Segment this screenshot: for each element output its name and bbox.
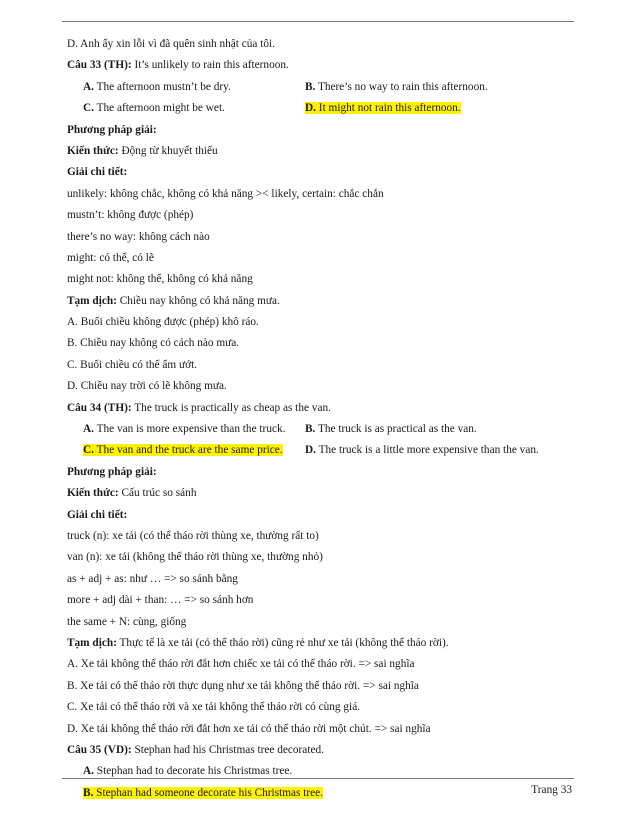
line-label: Giải chi tiết: [67,508,128,521]
line-text: as + adj + as: như … => so sánh bằng [67,572,238,585]
answer-option [305,440,577,461]
labeled-line [67,162,577,183]
line-text: unlikely: không chắc, không có khả năng >< likely, certain: chắc chắn [67,187,384,200]
line-text: Stephan had his Christmas tree decorated. [131,743,324,756]
answer-option [67,783,577,804]
labeled-line [67,740,577,761]
line-label: Phương pháp giải: [67,465,157,478]
text-line [67,333,577,354]
labeled-line [67,505,577,526]
option-text [83,81,231,93]
answer-option [67,77,305,98]
option-body: The afternoon mustn’t be dry. [93,80,231,93]
option-body: It might not rain this afternoon. [315,102,461,115]
line-text: C. Xe tải có thể tháo rời và xe tải không thể tháo rời có cùng giá. [67,701,361,714]
text-line [67,355,577,376]
option-text [305,81,488,93]
option-letter: A. [83,765,94,778]
option-letter: B. [305,80,316,93]
answer-highlight [83,444,283,456]
line-text: more + adj dài + than: … => so sánh hơn [67,594,254,607]
labeled-line [67,398,577,419]
answer-option [305,98,577,119]
line-text: The truck is practically as cheap as the van. [131,401,331,414]
line-text: there’s no way: không cách nào [67,230,210,243]
text-line [67,569,577,590]
answer-option [67,761,577,782]
text-line [67,184,577,205]
option-letter: B. [305,423,316,436]
text-line [67,612,577,633]
answer-option [67,419,305,440]
option-body: The van and the truck are the same price. [93,444,283,457]
text-line [67,547,577,568]
line-label: Câu 34 (TH): [67,401,132,414]
line-text: D. Xe tải không thể tháo rời đắt hơn xe tải có thể tháo rời một chút. => sai nghĩa [67,722,431,735]
text-line [67,526,577,547]
answer-highlight [83,787,323,799]
labeled-line [67,483,577,504]
header-rule [62,21,574,22]
option-body: Stephan had to decorate his Christmas tree. [93,765,293,778]
option-text [305,423,477,435]
answer-option [305,419,577,440]
line-label: Tạm dịch: [67,294,117,307]
line-text: B. Chiều nay không có cách nào mưa. [67,337,240,350]
text-line [67,227,577,248]
labeled-line [67,462,577,483]
option-body: The afternoon might be wet. [93,102,225,115]
labeled-line [67,291,577,312]
option-body: There’s no way to rain this afternoon. [315,80,488,93]
text-line [67,697,577,718]
line-label: Tạm dịch: [67,636,117,649]
line-text: It’s unlikely to rain this afternoon. [131,59,289,72]
text-line [67,676,577,697]
line-text: A. Xe tải không thể tháo rời đắt hơn chiếc xe tải có thể tháo rời. => sai nghĩa [67,658,415,671]
option-letter: C. [83,444,94,457]
option-text [305,444,539,456]
answer-options-row [67,440,577,461]
page-number: Trang 33 [531,784,572,796]
line-text: D. Anh ấy xin lỗi vì đã quên sinh nhật của tôi. [67,38,276,50]
option-body: The truck is a little more expensive than the van. [315,444,539,457]
option-body: Stephan had someone decorate his Christmas tree. [93,786,323,799]
labeled-line [67,120,577,141]
line-text: mustn’t: không được (phép) [67,209,194,222]
line-text: Chiều nay không có khả năng mưa. [116,294,280,307]
option-body: The van is more expensive than the truck. [93,423,286,436]
answer-options-row [67,98,577,119]
line-text: van (n): xe tải (không thể tháo rời thùng xe, thường nhỏ) [67,551,323,564]
line-label: Câu 33 (TH): [67,59,132,72]
text-line [67,654,577,675]
option-body: The truck is as practical as the van. [315,423,477,436]
answer-options-row [67,77,577,98]
option-text [83,102,225,114]
line-label: Câu 35 (VD): [67,743,132,756]
labeled-line [67,55,577,76]
text-line [67,34,577,55]
text-line [67,376,577,397]
line-text: Thực tế là xe tải (có thể tháo rời) cũng rẻ như xe tải (không thể tháo rời). [116,636,449,649]
line-text: might: có thể, có lẽ [67,251,154,264]
line-label: Giải chi tiết: [67,166,128,179]
option-letter: D. [305,102,316,115]
answer-highlight [305,102,461,114]
answer-option [305,77,577,98]
text-line [67,719,577,740]
option-letter: A. [83,80,94,93]
line-text: truck (n): xe tải (có thể tháo rời thùng xe, thường rất to) [67,529,319,542]
answer-options-row [67,419,577,440]
line-label: Phương pháp giải: [67,123,157,136]
option-letter: B. [83,786,94,799]
option-text [83,765,292,777]
option-text [83,423,285,435]
text-line [67,590,577,611]
text-line [67,312,577,333]
line-label: Kiến thức: [67,487,119,500]
option-letter: D. [305,444,316,457]
answer-option [67,98,305,119]
labeled-line [67,141,577,162]
answer-option [67,440,305,461]
line-text: Động từ khuyết thiếu [118,144,218,157]
line-text: B. Xe tải có thể tháo rời thực dụng như xe tải không thể tháo rời. => sai nghĩa [67,679,419,692]
document-body [67,34,577,804]
line-text: Cấu trúc so sánh [118,487,197,500]
line-text: the same + N: cùng, giống [67,615,187,628]
footer-rule [62,778,574,779]
line-text: C. Buổi chiều có thể ẩm ướt. [67,358,198,371]
option-letter: C. [83,102,94,115]
text-line [67,248,577,269]
line-text: A. Buổi chiều không được (phép) khô ráo. [67,316,259,329]
line-text: might not: không thể, không có khả năng [67,273,253,286]
text-line [67,205,577,226]
line-text: D. Chiều nay trời có lẽ không mưa. [67,380,227,393]
text-line [67,269,577,290]
line-label: Kiến thức: [67,144,119,157]
labeled-line [67,633,577,654]
option-letter: A. [83,423,94,436]
